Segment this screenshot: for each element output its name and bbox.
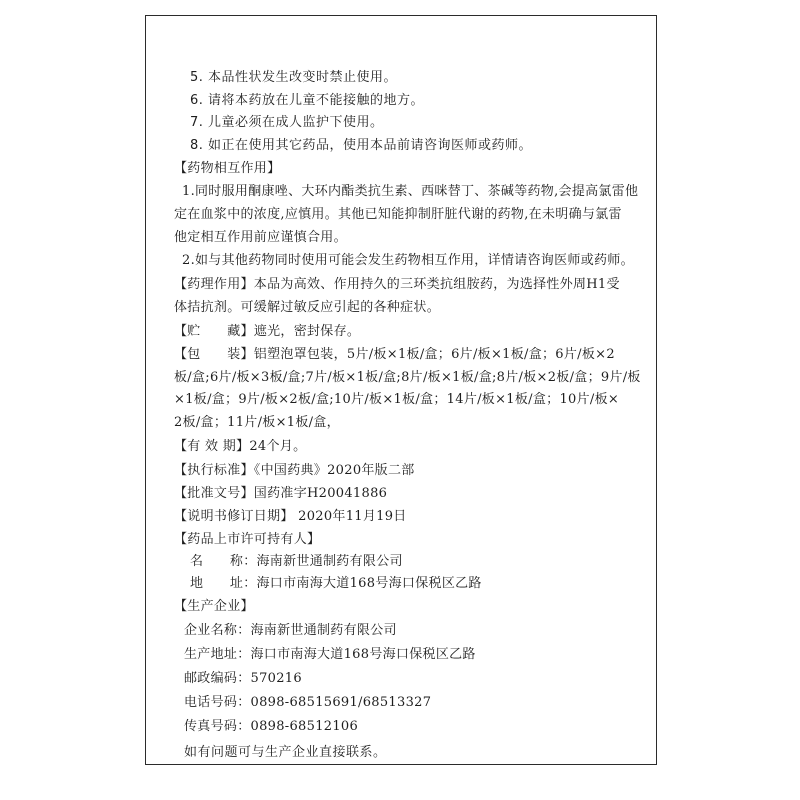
manufacturer-phone: 电话号码：0898-68515691/68513327 xyxy=(184,695,432,710)
pharmacology-line2: 体拮抗剂。可缓解过敏反应引起的各种症状。 xyxy=(174,300,441,315)
approval-number: 【批准文号】国药准字H20041886 xyxy=(174,486,388,501)
packaging-line3: ×1板/盒；9片/板×2板/盒;10片/板×1板/盒；14片/板×1板/盒；10片/板× xyxy=(174,392,620,407)
storage: 【贮 藏】遮光，密封保存。 xyxy=(174,324,361,339)
interactions-item1-line1: 1.同时服用酮康唑、大环内酯类抗生素、西咪替丁、茶碱等药物,会提高氯雷他 xyxy=(182,184,639,199)
revision-date: 【说明书修订日期】 2020年11月19日 xyxy=(174,509,407,524)
pharmacology-line1: 【药理作用】本品为高效、作用持久的三环类抗组胺药，为选择性外周H1受 xyxy=(174,277,620,292)
packaging-line1: 【包 装】铝塑泡罩包装，5片/板×1板/盒；6片/板×1板/盒；6片/板×2 xyxy=(174,347,615,362)
interactions-heading: 【药物相互作用】 xyxy=(174,161,281,176)
precaution-8: 8. 如正在使用其它药品，使用本品前请咨询医师或药师。 xyxy=(190,138,533,153)
interactions-item1-line3: 他定相互作用前应谨慎合用。 xyxy=(174,230,347,245)
manufacturer-heading: 【生产企业】 xyxy=(174,599,254,614)
precaution-6: 6. 请将本药放在儿童不能接触的地方。 xyxy=(190,93,425,108)
mah-name: 名 称：海南新世通制药有限公司 xyxy=(190,554,403,569)
precaution-5: 5. 本品性状发生改变时禁止使用。 xyxy=(190,70,398,85)
contact-note: 如有问题可与生产企业直接联系。 xyxy=(184,745,387,760)
precaution-7: 7. 儿童必须在成人监护下使用。 xyxy=(190,115,384,130)
packaging-line4: 2板/盒；11片/板×1板/盒， xyxy=(174,415,340,430)
interactions-item1-line2: 定在血浆中的浓度,应慎用。其他已知能抑制肝脏代谢的药物,在未明确与氯雷 xyxy=(174,207,622,222)
validity: 【有 效 期】24个月。 xyxy=(174,439,307,454)
manufacturer-postcode: 邮政编码：570216 xyxy=(184,671,302,686)
mah-address: 地 址：海口市南海大道168号海口保税区乙路 xyxy=(190,576,482,591)
manufacturer-name: 企业名称：海南新世通制药有限公司 xyxy=(184,623,397,638)
mah-heading: 【药品上市许可持有人】 xyxy=(174,532,321,547)
manufacturer-address: 生产地址：海口市南海大道168号海口保税区乙路 xyxy=(184,647,476,662)
leaflet-page xyxy=(145,15,657,765)
standard: 【执行标准】《中国药典》2020年版二部 xyxy=(174,463,415,478)
packaging-line2: 板/盒;6片/板×3板/盒;7片/板×1板/盒;8片/板×1板/盒;8片/板×2板/盒；9片/板 xyxy=(174,370,641,385)
interactions-item2: 2.如与其他药物同时使用可能会发生药物相互作用，详情请咨询医师或药师。 xyxy=(182,253,634,268)
manufacturer-fax: 传真号码：0898-68512106 xyxy=(184,719,359,734)
